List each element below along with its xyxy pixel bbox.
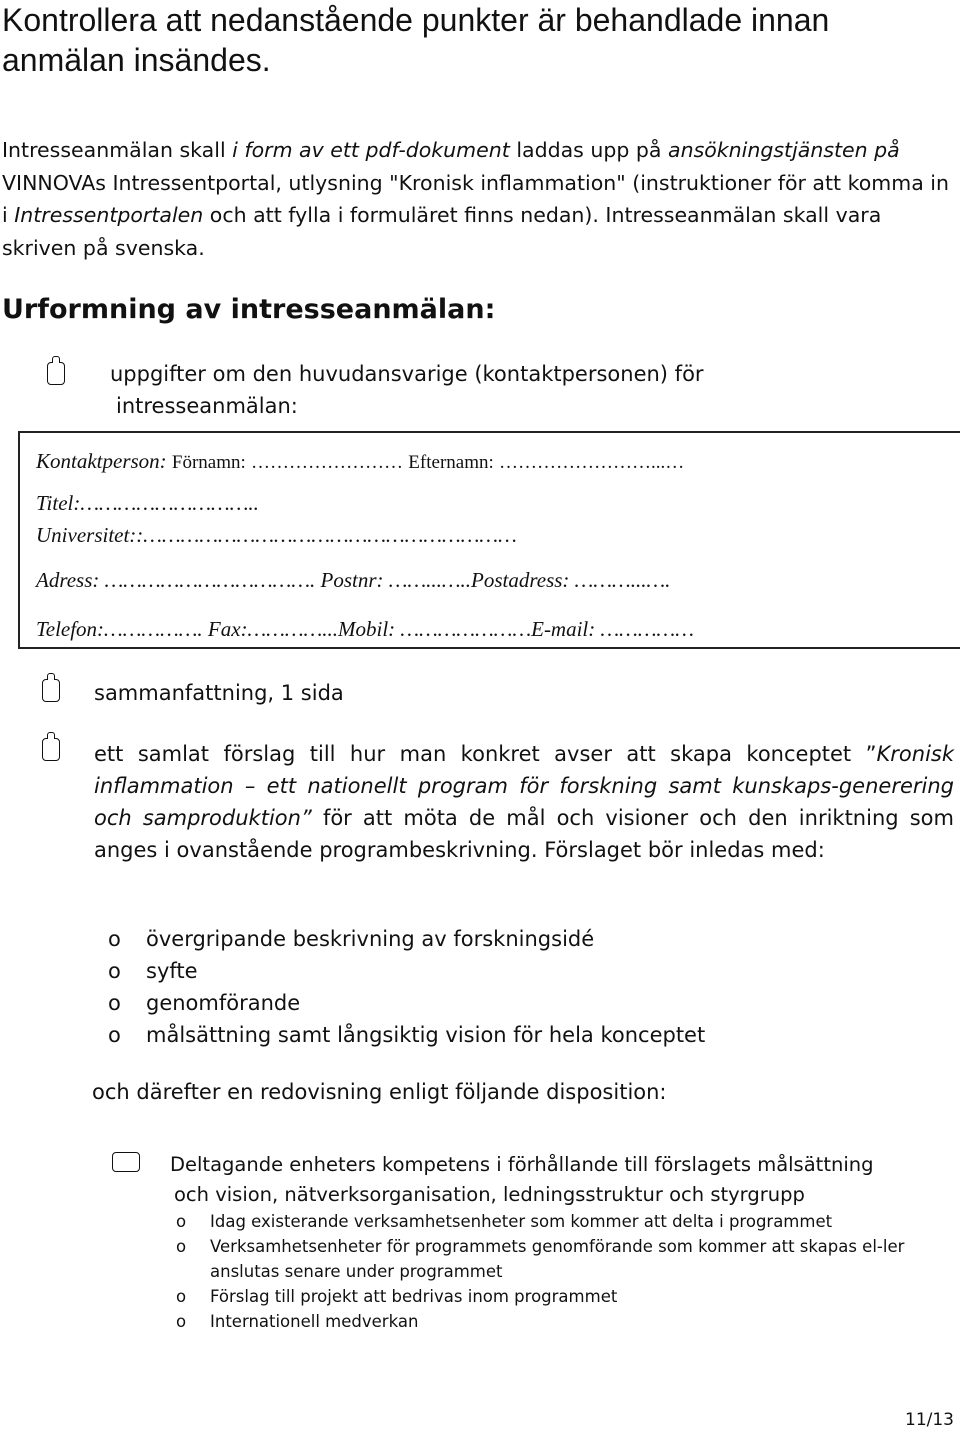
intro-italic-2: ansökningstjänsten på [668,138,900,162]
bullet-marker: o [176,1312,187,1331]
section-heading: Urformning av intresseanmälan: [2,294,496,325]
kontakt-label: Kontaktperson: [36,449,167,473]
page-title: Kontrollera att nedanstående punkter är behandlade innan anmälan insändes. [2,2,830,78]
intro-text-2: laddas upp på [516,138,662,162]
intro-text-3: VINNOVAs Intressentportal, utlysning "Kronisk inflammation" (instruktioner för att komma in i [2,170,949,227]
checkbox-icon[interactable] [47,362,65,385]
bullet-marker: o [108,991,121,1015]
bullet-marker: o [108,959,121,983]
intro-italic-1: i form av ett pdf-dokument [232,138,510,162]
item-competence [170,1150,960,1210]
bullet-marker: o [176,1237,187,1256]
list-item [108,923,908,955]
proposal-text-1: ett samlat förslag till hur man konkret avser att skapa konceptet ” [94,742,877,766]
sub-bullet-text: Verksamhetsenheter för programmets genomförande som kommer att skapas el-ler anslutas senare under programmet [210,1237,905,1281]
bullet-marker: o [108,927,121,951]
form-kontakt-line [36,449,684,474]
bullet-marker: o [108,1023,121,1047]
list-item [108,1019,908,1051]
list-item [108,987,908,1019]
sub-bullet-text: Internationell medverkan [210,1312,419,1331]
list-item [176,1284,956,1309]
fornamn-label: Förnamn: [171,452,246,473]
bullet-marker: o [176,1212,187,1231]
proposal-text-2: för att möta de mål och visioner och den inriktning som anges i ovanstående programbeskrivning. Förslaget bör inledas med: [94,806,954,862]
competence-line1: Deltagande enheters kompetens i förhållande till förslagets målsättning [170,1153,874,1176]
bullet-text: syfte [146,959,198,983]
fornamn-field[interactable]: …………………… [251,452,404,473]
checkbox-icon[interactable] [42,738,60,761]
proposal-italic: Kronisk inflammation – ett nationellt program för forskning samt kunskaps-generering och samproduktion” [94,742,954,830]
titel-field[interactable]: Titel:……………………….. [36,491,259,515]
universitet-field[interactable]: Universitet::…………………………………………………… [36,523,517,547]
item-contact-line1: uppgifter om den huvudansvarige (kontaktpersonen) för [110,362,704,386]
adress-field[interactable]: Adress: ……………………………. Postnr: ……...…..Postadress: ………...…. [36,568,671,592]
intro-paragraph [2,134,952,264]
item-proposal [94,738,954,866]
disposition-intro: och därefter en redovisning enligt följande disposition: [92,1080,667,1104]
efternamn-field[interactable]: ……………………...… [499,452,685,473]
checkbox-icon[interactable] [112,1152,140,1172]
efternamn-label: Efternamn: [408,452,494,473]
page-number: 11/13 [905,1410,954,1430]
sub-bullet-list [176,1209,956,1334]
list-item [176,1234,956,1284]
intro-italic-3: Intressentportalen [14,203,204,227]
sub-bullet-text: Förslag till projekt att bedrivas inom programmet [210,1287,618,1306]
bullet-text: genomförande [146,991,301,1015]
bullet-marker: o [176,1287,187,1306]
list-item [176,1209,956,1234]
intro-text-1: Intresseanmälan skall [2,138,226,162]
competence-line2: och vision, nätverksorganisation, ledningsstruktur och styrgrupp [174,1183,805,1206]
list-item [176,1309,956,1334]
item-contact-line2: intresseanmälan: [116,394,298,418]
contact-form-box [18,431,960,649]
bullet-list [108,923,908,1051]
checkbox-icon[interactable] [42,679,60,702]
telefon-field[interactable]: Telefon:……………. Fax:…………...Mobil: …………………E-mail: …………… [36,617,694,641]
item-summary: sammanfattning, 1 sida [94,681,344,705]
bullet-text: målsättning samt långsiktig vision för hela konceptet [146,1023,706,1047]
bullet-text: övergripande beskrivning av forskningsidé [146,927,595,951]
list-item [108,955,908,987]
intro-text-4: och att fylla i formuläret finns nedan). Intresseanmälan skall vara skriven på svenska. [2,203,882,260]
sub-bullet-text: Idag existerande verksamhetsenheter som kommer att delta i programmet [210,1212,833,1231]
item-contact-person [110,358,930,422]
